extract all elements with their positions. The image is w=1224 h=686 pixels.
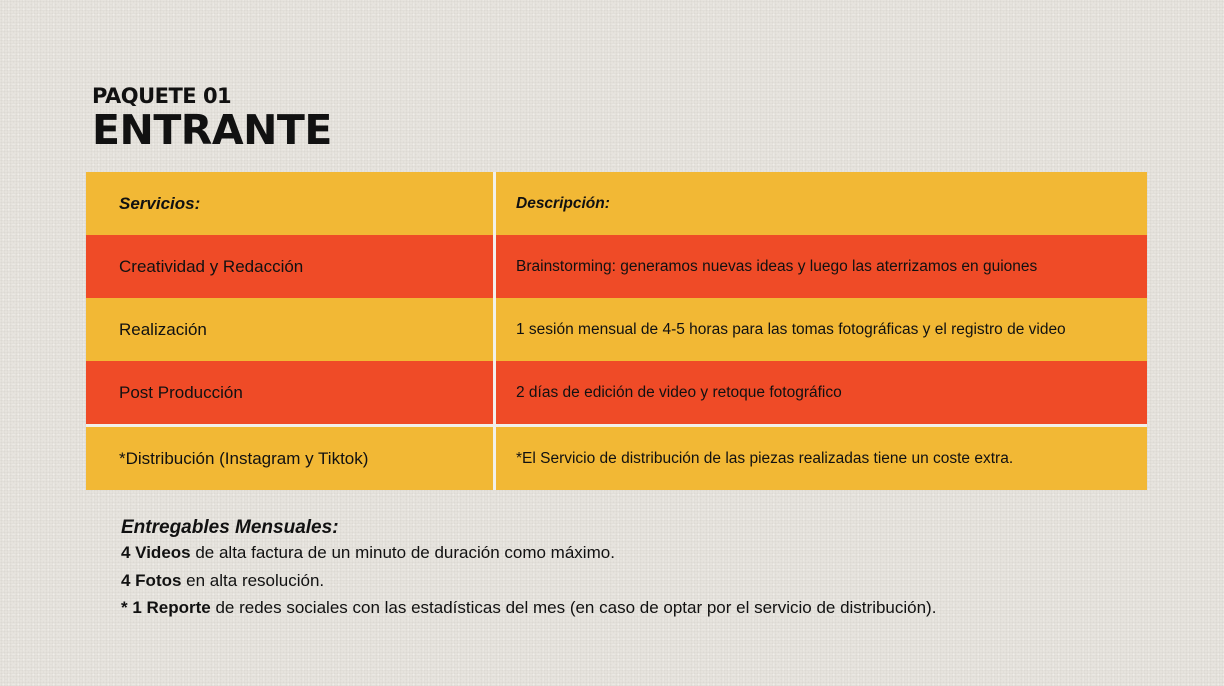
package-title: ENTRANTE [92, 106, 332, 154]
services-header: Servicios: [86, 172, 495, 235]
deliverable-quantity: 4 Fotos [121, 570, 182, 590]
deliverables-section [121, 517, 936, 622]
deliverable-text: de redes sociales con las estadísticas del mes (en caso de optar por el servicio de distribución). [210, 598, 937, 617]
deliverable-item [121, 567, 936, 595]
description-cell: 2 días de edición de video y retoque fotográfico [495, 361, 1148, 426]
deliverable-quantity: * 1 Reporte [121, 598, 211, 617]
description-cell: *El Servicio de distribución de las piezas realizadas tiene un coste extra. [495, 426, 1148, 491]
deliverable-item [121, 594, 936, 622]
description-cell: Brainstorming: generamos nuevas ideas y luego las aterrizamos en guiones [495, 235, 1148, 298]
services-table [86, 172, 1147, 490]
table-row [86, 361, 1147, 426]
service-cell: Creatividad y Redacción [86, 235, 495, 298]
table-header-row [86, 172, 1147, 235]
service-cell: Post Producción [86, 361, 495, 426]
deliverable-item [121, 539, 936, 567]
service-cell: *Distribución (Instagram y Tiktok) [86, 426, 495, 491]
deliverables-heading: Entregables Mensuales: [121, 517, 339, 538]
service-cell: Realización [86, 298, 495, 361]
description-cell: 1 sesión mensual de 4-5 horas para las tomas fotográficas y el registro de video [495, 298, 1148, 361]
deliverable-quantity: 4 Videos [121, 543, 191, 562]
table-row [86, 426, 1147, 491]
table-row [86, 298, 1147, 361]
table-row [86, 235, 1147, 298]
deliverable-text: en alta resolución. [181, 570, 325, 590]
deliverable-text: de alta factura de un minuto de duración como máximo. [190, 543, 615, 562]
package-number: PAQUETE 01 [92, 84, 232, 108]
description-header: Descripción: [495, 172, 1148, 235]
